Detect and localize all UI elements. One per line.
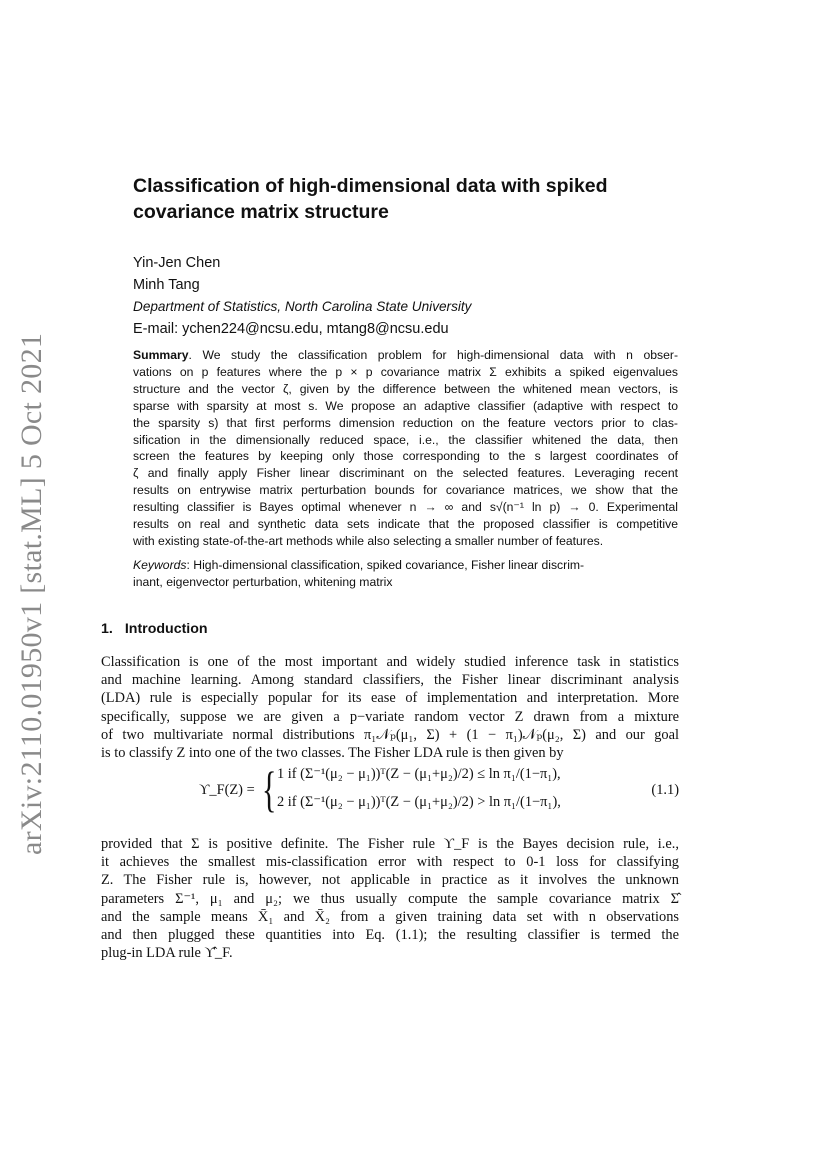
keywords-block (133, 557, 653, 591)
paragraph-line: provided that Σ is positive definite. The Fisher rule ϒ_F is the Bayes decision rule, i.e., (101, 836, 679, 852)
paragraph-line: and then plugged these quantities into Eq. (1.1); the resulting classifier is termed the (101, 927, 679, 944)
summary-line: ζ and finally apply Fisher linear discriminant on the selected features. Leveraging recent (133, 466, 678, 481)
summary-line: with existing state-of-the-art methods while also selecting a smaller number of features. (133, 533, 604, 548)
summary-line: Summary. We study the classification problem for high-dimensional data with n obser- (133, 348, 678, 362)
summary-line: the sparsity s) that first performs dimension reduction on the feature vectors prior to clas- (133, 415, 678, 430)
paragraph-line: and machine learning. Among standard classifiers, the Fisher linear discriminant analysis (101, 672, 679, 689)
paragraph-line: of two multivariate normal distributions π₁𝒩ₚ(μ₁, Σ) + (1 − π₁)𝒩ₚ(μ₂, Σ) and our goal (101, 726, 679, 743)
paragraph-line: Classification is one of the most important and widely studied inference task in statistics (101, 654, 679, 670)
section-heading-introduction (101, 621, 208, 637)
author-affiliation: Department of Statistics, North Carolina State University (133, 299, 472, 314)
keywords-label: Keywords (133, 558, 187, 572)
paragraph-line: and the sample means X̄₁ and X̄₂ from a given training data set with n observations (101, 908, 679, 925)
paragraph-line: specifically, suppose we are given a p−variate random vector Z drawn from a mixture (101, 708, 679, 725)
summary-line: vations on p features where the p × p covariance matrix Σ exhibits a spiked eigenvalues (133, 364, 678, 379)
title-line-2: covariance matrix structure (133, 201, 389, 223)
summary-abstract (133, 347, 678, 550)
paragraph-line: it achieves the smallest mis-classification error with respect to 0-1 loss for classifying (101, 854, 679, 871)
summary-line: screen the features by keeping only those corresponding to the s largest coordinates of (133, 449, 678, 464)
author-email: E-mail: ychen224@ncsu.edu, mtang8@ncsu.edu (133, 321, 449, 337)
intro-paragraph-2 (101, 835, 679, 962)
summary-line: sification in the dimensionally reduced space, i.e., the classifier whitened the data, then (133, 432, 678, 447)
equation-case-2: 2 if (Σ⁻¹(μ₂ − μ₁))ᵀ(Z − (μ₁+μ₂)/2) > ln π₁/(1−π₁), (277, 794, 561, 810)
author-name: Yin-Jen Chen (133, 255, 221, 271)
paragraph-line: plug-in LDA rule ϒ̂_F. (101, 945, 233, 962)
author-block (133, 252, 471, 340)
section-title: Introduction (124, 621, 208, 637)
paragraph-line: Z. The Fisher rule is, however, not applicable in practice as it involves the unknown (101, 872, 679, 889)
keywords-line: Keywords: High-dimensional classification, spiked covariance, Fisher linear discrim- (133, 558, 585, 572)
paragraph-line: parameters Σ⁻¹, μ₁ and μ₂; we thus usually compute the sample covariance matrix Σ̂ (101, 890, 679, 907)
summary-label: Summary (133, 348, 189, 362)
title-line-1: Classification of high-dimensional data with spiked (133, 175, 608, 197)
summary-line: results on entrywise matrix perturbation bounds for covariance matrices, we show that the (133, 483, 678, 498)
summary-line: results on real and synthetic data sets indicate that the proposed classifier is competitive (133, 517, 678, 532)
intro-paragraph-1 (101, 653, 679, 762)
summary-line: structure and the vector ζ, given by the difference between the whitened mean vectors, is (133, 381, 678, 396)
arxiv-identifier-stamp: arXiv:2110.01950v1 [stat.ML] 5 Oct 2021 (15, 332, 48, 855)
paragraph-line: (LDA) rule is especially popular for its ease of implementation and interpretation. More (101, 690, 679, 707)
equation-number: (1.1) (651, 782, 679, 798)
summary-line: resulting classifier is Bayes optimal whenever n → ∞ and s√(n⁻¹ ln p) → 0. Experimental (133, 500, 678, 515)
equation-1-1 (101, 758, 679, 824)
equation-case-1: 1 if (Σ⁻¹(μ₂ − μ₁))ᵀ(Z − (μ₁+μ₂)/2) ≤ ln π₁/(1−π₁), (277, 766, 561, 782)
paragraph-line: is to classify Z into one of the two classes. The Fisher LDA rule is then given by (101, 745, 564, 762)
equation-lhs: ϒ_F(Z) = (199, 782, 255, 798)
summary-line: sparse with sparsity at most s. We propose an adaptive classifier (adaptive with respect to (133, 398, 678, 413)
section-number: 1. (101, 621, 113, 637)
paper-title (133, 173, 693, 225)
keywords-line: inant, eigenvector perturbation, whitening matrix (133, 574, 393, 589)
author-name: Minh Tang (133, 277, 200, 293)
equation-brace: { (262, 761, 277, 817)
